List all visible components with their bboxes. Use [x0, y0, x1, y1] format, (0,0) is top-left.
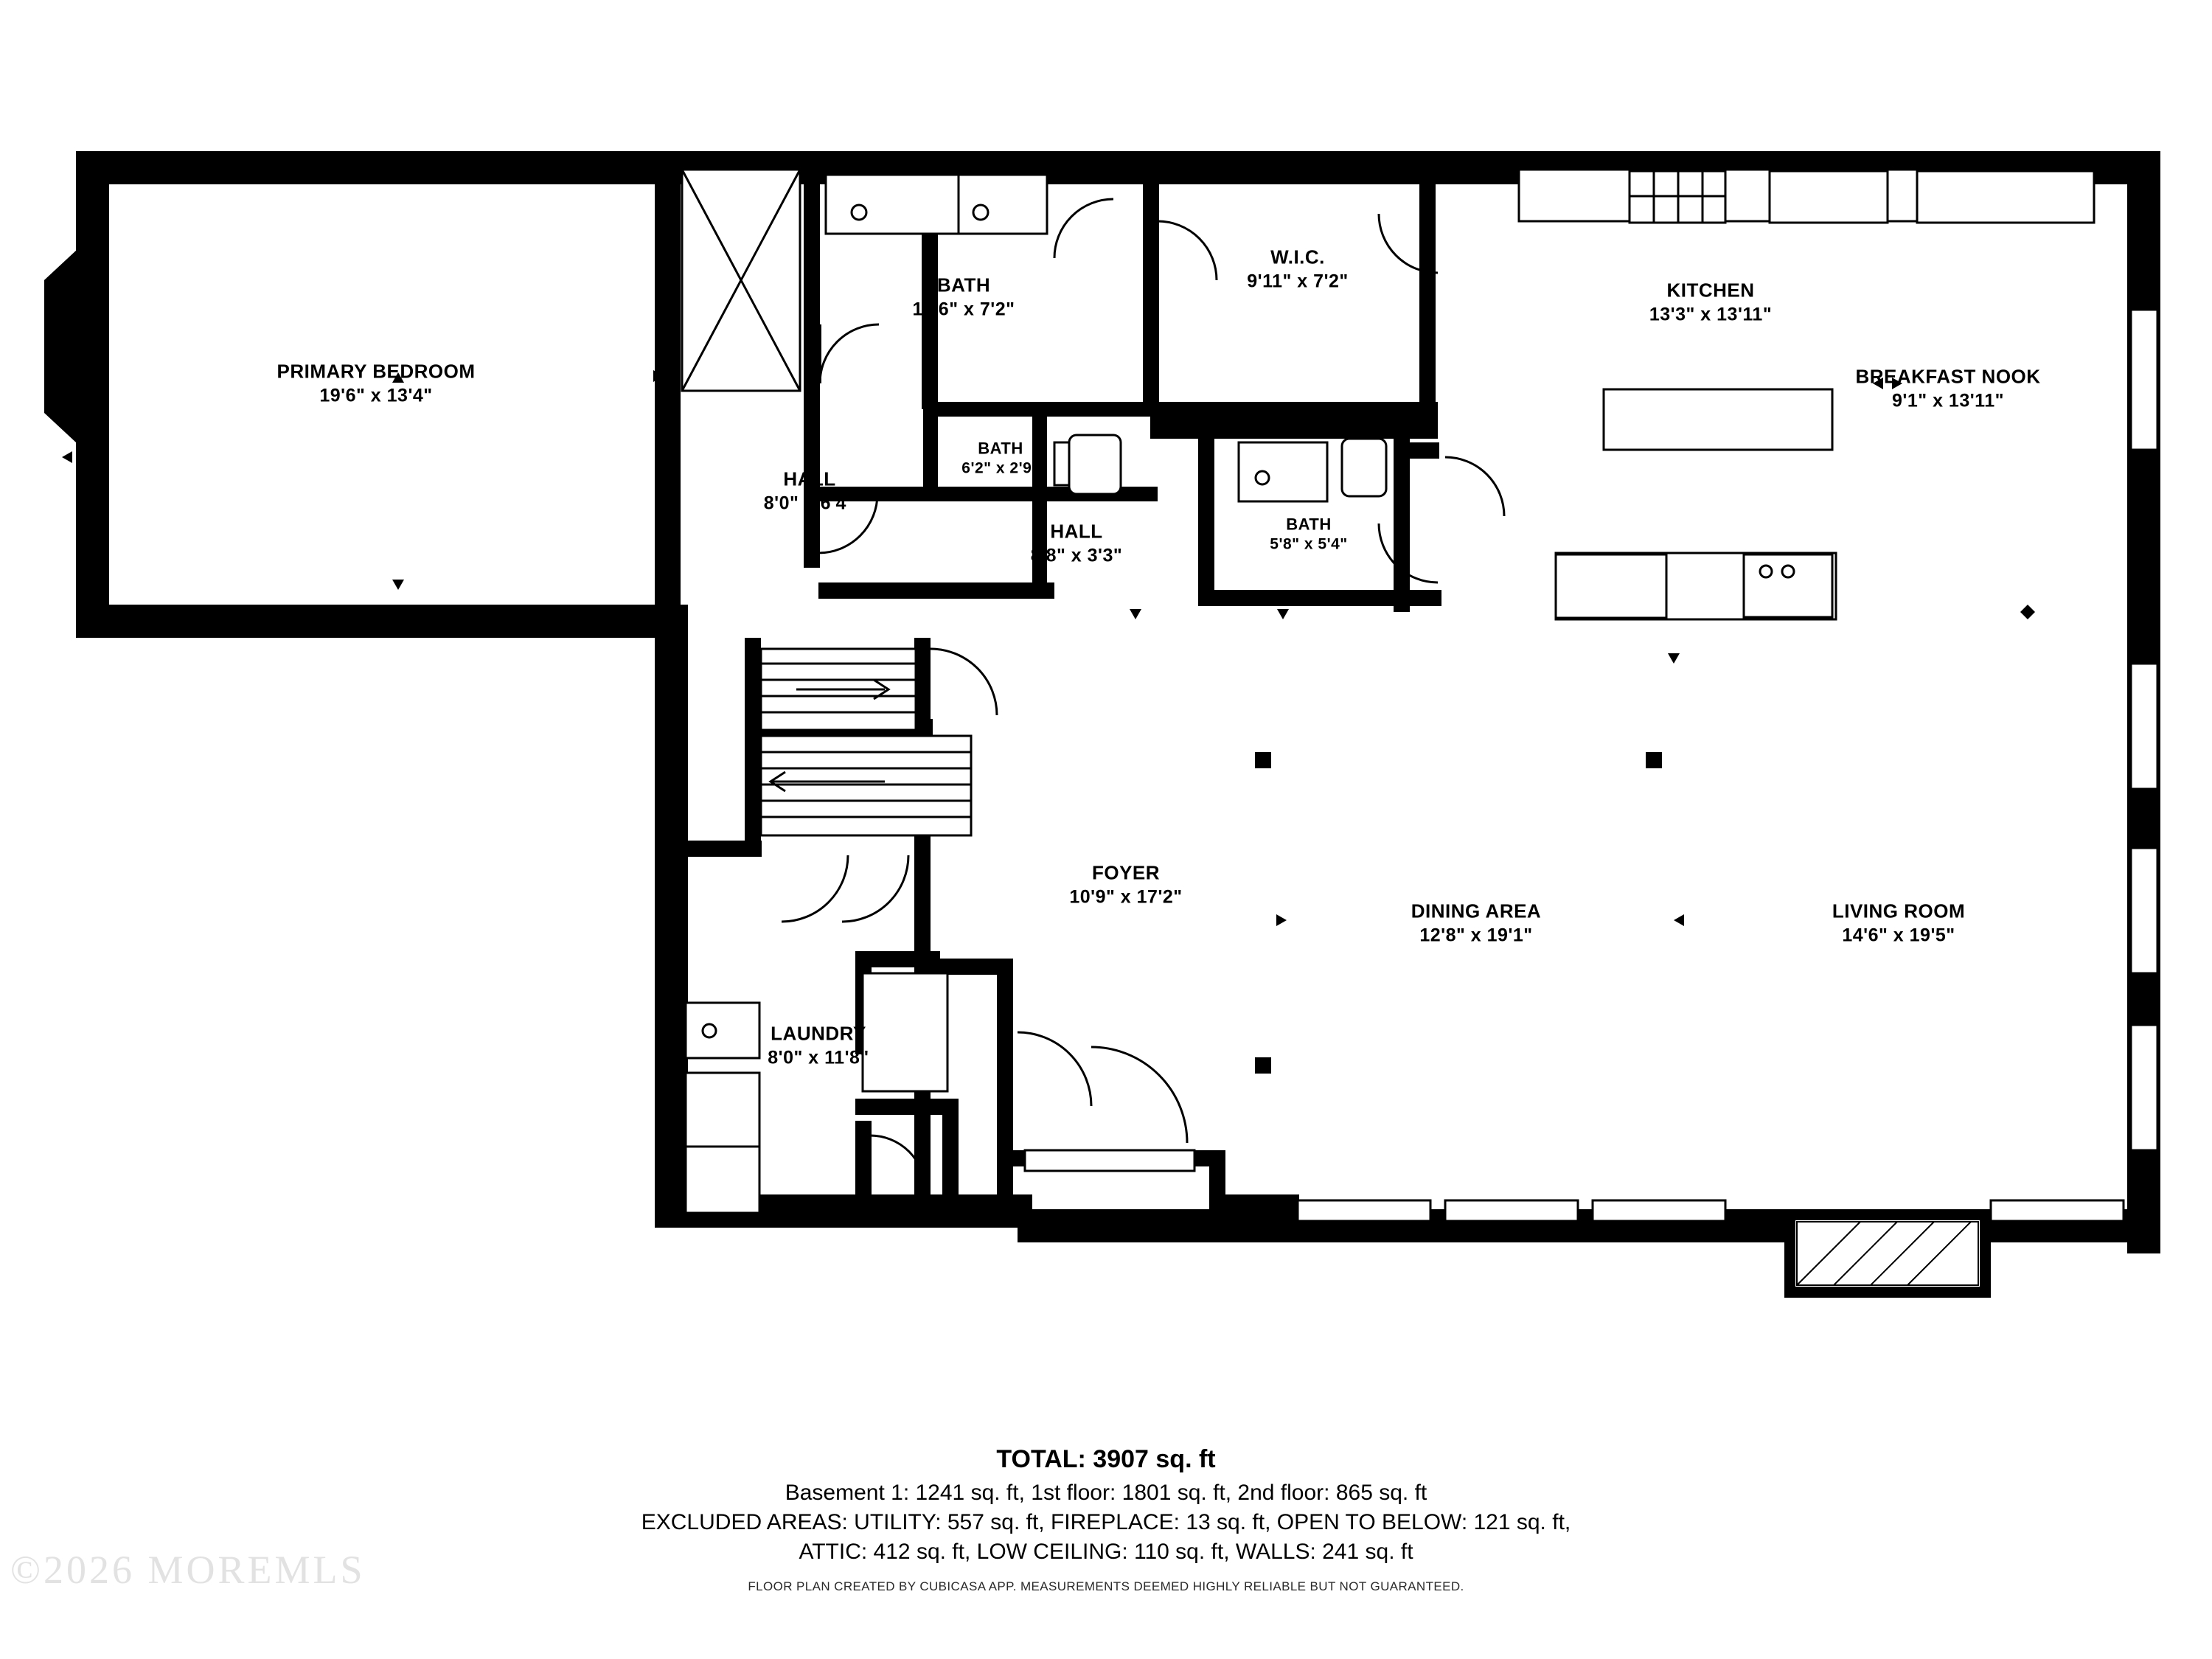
room-name: BREAKFAST NOOK [1855, 365, 2041, 388]
room-dimensions: 14'6" x 7'2" [912, 299, 1015, 320]
excluded-areas-line-1: EXCLUDED AREAS: UTILITY: 557 sq. ft, FIREPLACE: 13 sq. ft, OPEN TO BELOW: 121 sq. ft, [641, 1510, 1571, 1535]
room-name: BATH [1286, 515, 1332, 534]
room-label [764, 467, 856, 515]
room-name: FOYER [1091, 861, 1161, 884]
room-dimensions: 9'1" x 13'11" [1892, 390, 2004, 411]
room-label [1832, 899, 1965, 947]
room-dimensions: 8'8" x 3'3" [1030, 545, 1123, 566]
room-dimensions: 13'3" x 13'11" [1649, 304, 1773, 325]
room-label [1649, 278, 1772, 326]
creation-credit: FLOOR PLAN CREATED BY CUBICASA APP. MEASUREMENTS DEEMED HIGHLY RELIABLE BUT NOT GUARANTEED. [748, 1579, 1464, 1593]
room-label [961, 438, 1039, 479]
room-dimensions: 10'9" x 17'2" [1069, 886, 1183, 908]
room-dimensions: 14'6" x 19'5" [1842, 925, 1955, 946]
room-name: W.I.C. [1270, 246, 1325, 268]
total-area: TOTAL: 3907 sq. ft [996, 1445, 1216, 1473]
excluded-areas-line-2: ATTIC: 412 sq. ft, LOW CEILING: 110 sq. ft, WALLS: 241 sq. ft [799, 1540, 1413, 1565]
room-label [1031, 519, 1123, 567]
room-dimensions: 8'0" x 11'8" [768, 1047, 869, 1068]
room-dimensions: 9'11" x 7'2" [1247, 271, 1349, 292]
floor-breakdown: Basement 1: 1241 sq. ft, 1st floor: 1801 sq. ft, 2nd floor: 865 sq. ft [785, 1481, 1427, 1505]
room-name: BATH [978, 439, 1023, 458]
room-name: HALL [783, 467, 836, 490]
room-name: DINING AREA [1411, 900, 1542, 922]
watermark: ©2026 MOREMLS [10, 1548, 366, 1592]
room-name: LAUNDRY [771, 1022, 866, 1045]
room-dimensions: 5'8" x 5'4" [1270, 535, 1348, 553]
room-label [1855, 364, 2040, 412]
room-dimensions: 19'6" x 13'4" [319, 385, 433, 406]
room-dimensions: 6'2" x 2'9" [961, 459, 1040, 477]
room-label [768, 1021, 869, 1069]
room-name: LIVING ROOM [1832, 900, 1966, 922]
room-label [277, 359, 476, 407]
room-name: HALL [1050, 520, 1103, 543]
room-label [1411, 899, 1541, 947]
room-label [1270, 514, 1347, 554]
room-name: PRIMARY BEDROOM [276, 360, 476, 383]
room-name: BATH [936, 274, 991, 296]
room-label [913, 273, 1015, 321]
room-label [1069, 860, 1182, 908]
fireplace-hatch [1797, 1222, 1978, 1285]
room-name: KITCHEN [1666, 279, 1755, 302]
room-dimensions: 8'0" x 6'4" [763, 493, 856, 514]
room-dimensions: 12'8" x 19'1" [1419, 925, 1533, 946]
room-label [1247, 245, 1349, 293]
